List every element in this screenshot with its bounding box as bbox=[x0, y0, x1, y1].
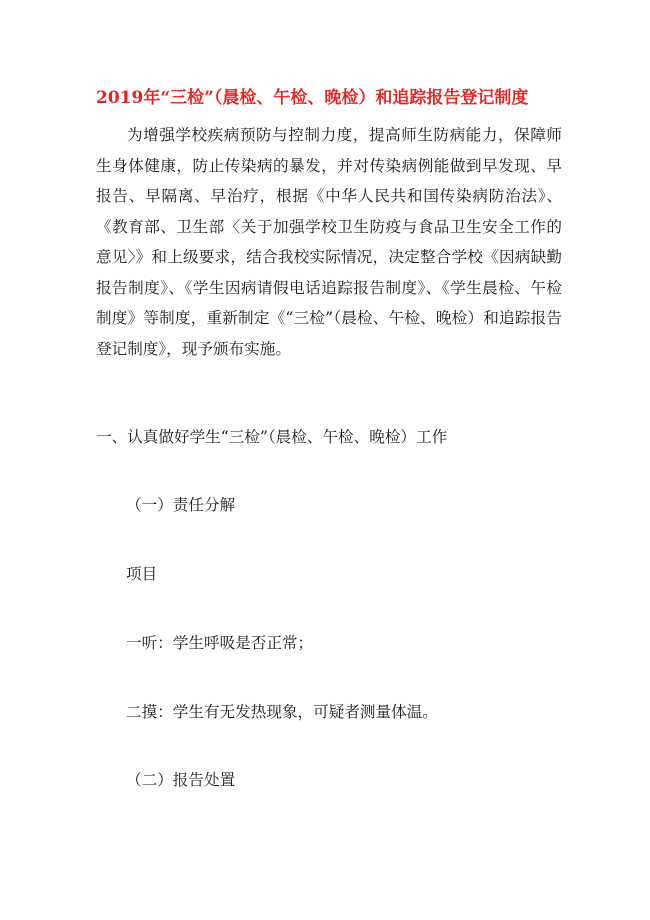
subsection-heading-1: （一）责任分解 bbox=[126, 496, 236, 514]
intro-paragraph: 为增强学校疾病预防与控制力度，提高师生防病能力，保障师生身体健康，防止传染病的暴发，并对传染病例能做到早发现、早报告、早隔离、早治疗，根据《中华人民共和国传染病防治法》、《教育部、卫生部〈关于加强学校卫生防疫与食品卫生安全工作的意见〉》和上级要求，结合我校实际情况，决定整合学校《因病缺勤报告制度》、《学生因病请假电话追踪报告制度》、《学生晨检、午检制度》等制度，重新制定《“三检”（晨检、午检、晚检）和追踪报告登记制度》，现予颁布实施。 bbox=[96, 126, 562, 358]
item-listen: 一听：学生呼吸是否正常； bbox=[126, 634, 314, 652]
document-title: 2019年“三检”（晨检、午检、晚检）和追踪报告登记制度 bbox=[96, 88, 529, 108]
item-heading: 项目 bbox=[126, 565, 158, 583]
section-heading-1: 一、认真做好学生“三检”（晨检、午检、晚检）工作 bbox=[96, 428, 448, 446]
subsection-heading-2: （二）报告处置 bbox=[126, 771, 236, 789]
item-touch: 二摸：学生有无发热现象，可疑者测量体温。 bbox=[126, 703, 438, 721]
